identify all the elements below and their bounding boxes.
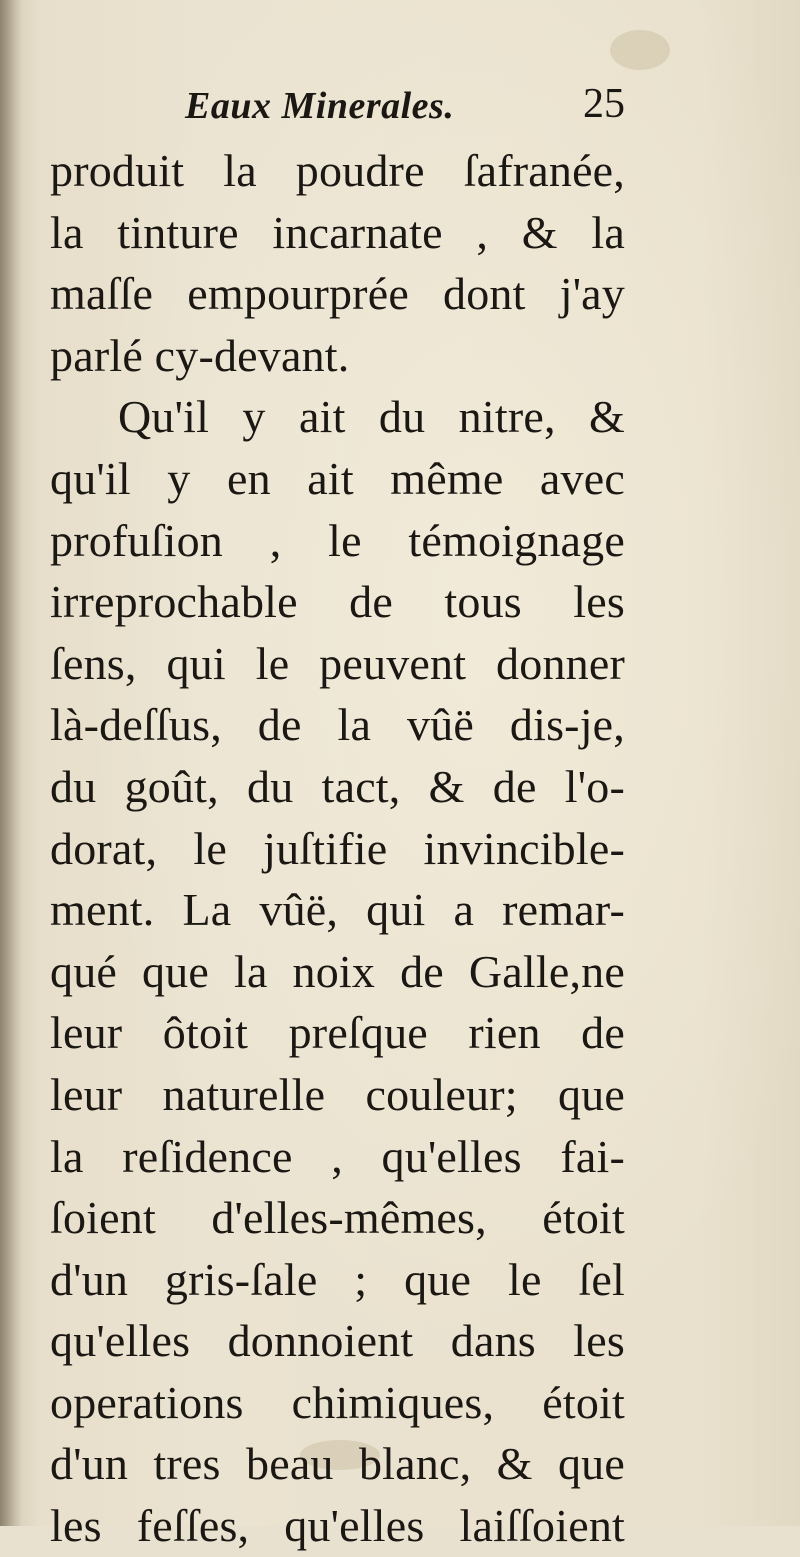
page-gutter-shadow xyxy=(0,0,22,1526)
text-line: parlé cy-devant. xyxy=(50,329,350,381)
paper-stain xyxy=(610,30,670,70)
text-line: ſens, qui le peuvent donner xyxy=(50,637,625,689)
text-line: du goût, du tact, & de l'o- xyxy=(50,760,625,812)
text-line: leur ôtoit preſque rien de xyxy=(50,1007,625,1059)
body-text xyxy=(50,140,625,1557)
text-line: la reſidence , qu'elles fai- xyxy=(50,1130,625,1182)
text-line: là-deſſus, de la vûë dis-je, xyxy=(50,699,625,751)
text-line: leur naturelle couleur; que xyxy=(50,1068,625,1120)
text-line: operations chimiques, étoit xyxy=(50,1376,625,1428)
text-line: qu'elles donnoient dans les xyxy=(50,1315,625,1367)
text-line: qu'il y en ait même avec xyxy=(50,452,625,504)
text-line: les feſſes, qu'elles laiſſoient xyxy=(50,1500,625,1552)
text-line: Qu'il y ait du nitre, & xyxy=(118,391,625,443)
text-line: irreprochable de tous les xyxy=(50,576,625,628)
text-line: ment. La vûë, qui a remar- xyxy=(50,884,625,936)
text-line: la tinture incarnate , & la xyxy=(50,206,625,258)
running-title: Eaux Minerales. xyxy=(185,85,455,127)
text-line: maſſe empourprée dont j'ay xyxy=(50,268,625,320)
text-line: profuſion , le témoignage xyxy=(50,514,625,566)
text-line: qué que la noix de Galle,ne xyxy=(50,945,625,997)
text-line: produit la poudre ſafranée, xyxy=(50,145,625,196)
text-line: ſoient d'elles-mêmes, étoit xyxy=(50,1192,625,1244)
text-line: dorat, le juſtifie invincible- xyxy=(50,822,625,874)
text-line: d'un tres beau blanc, & que xyxy=(50,1438,625,1490)
text-line: d'un gris-ſale ; que le ſel xyxy=(50,1253,625,1305)
page-number: 25 xyxy=(583,81,625,127)
page-header xyxy=(185,78,625,128)
